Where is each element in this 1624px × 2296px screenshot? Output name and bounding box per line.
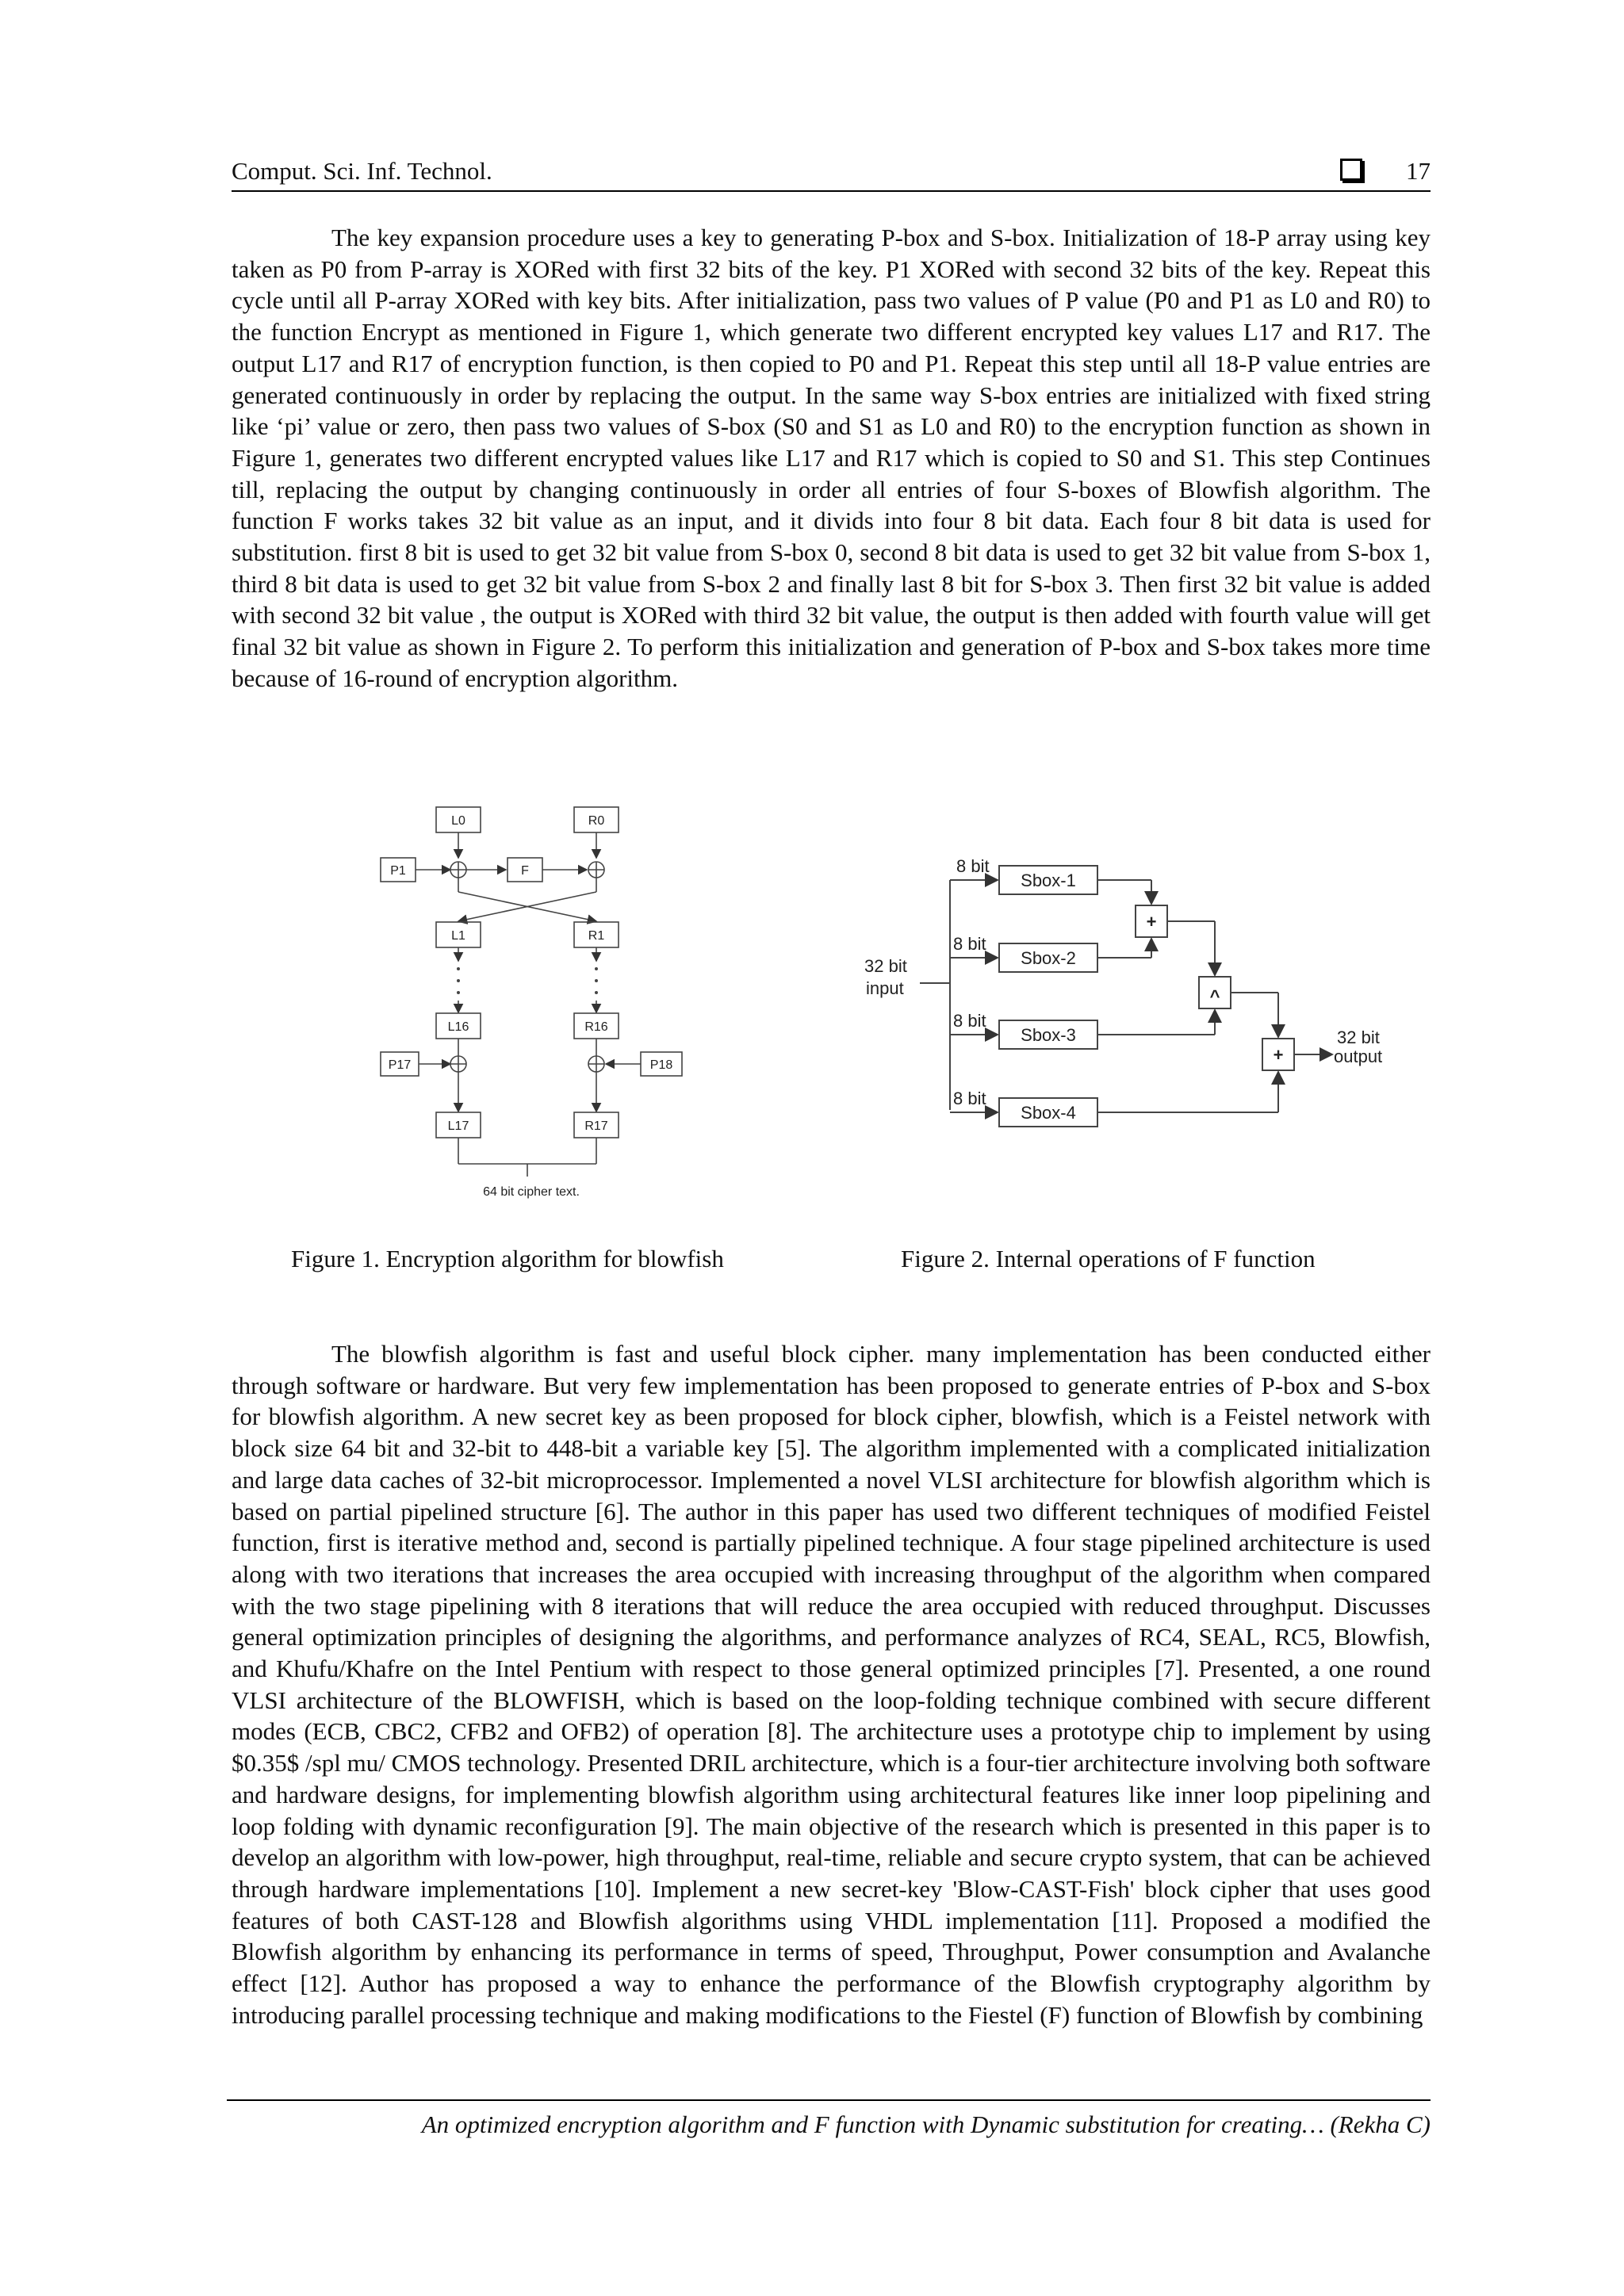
figure-1-diagram: [373, 793, 706, 1221]
figure-1: [373, 793, 706, 1221]
label-l16: L16: [447, 1020, 469, 1034]
label-l0: L0: [451, 814, 465, 828]
label-sbox-2: Sbox-2: [1021, 948, 1076, 968]
label-r0: R0: [588, 814, 605, 828]
figure-2-diagram: [848, 840, 1419, 1158]
label-l17: L17: [447, 1119, 469, 1133]
label-sbox-1: Sbox-1: [1021, 871, 1076, 890]
label-op-add-2: +: [1273, 1045, 1284, 1065]
label-output-2: output: [1334, 1047, 1383, 1066]
label-p1: P1: [390, 864, 406, 878]
label-l1: L1: [451, 929, 465, 943]
figure-2: [848, 840, 1419, 1158]
ellipsis-dots: [457, 967, 598, 994]
label-r16: R16: [584, 1020, 608, 1034]
body-paragraph-2: The blowfish algorithm is fast and useful block cipher. many implementation has been conducted either through software or hardware. But very few implementation has been proposed to generate entries of P-box and S-box for blowfish algorithm. A new secret key as been proposed for block cipher, blowfish, which is a Feistel network with block size 64 bit and 32-bit to 448-bit a variable key [5]. The algorithm implemented with a complicated initialization and large data caches of 32-bit microprocessor. Implemented a novel VLSI architecture for blowfish algorithm which is based on partial pipelined structure [6]. The author in this paper has used two different techniques of modified Feistel function, first is iterative method and, second is partially pipelined technique. A four stage pipelined architecture is used along with two iterations that increases the area occupied with increasing throughput of the algorithm when compared with the two stage pipelining with 8 iterations that will reduce the area occupied with reduced throughput. Discusses general optimization principles of designing the algorithms, and performance analyzes of RC4, SEAL, RC5, Blowfish, and Khufu/Khafre on the Intel Pentium with respect to those general optimized principles [7]. Presented, a one round VLSI architecture of the BLOWFISH, which is based on the loop-folding technique combined with secure different modes (ECB, CBC2, CFB2 and OFB2) of operation [8]. The architecture uses a prototype chip to implement by using $0.35$ /spl mu/ CMOS technology. Presented DRIL architecture, which is a four-tier architecture involving both software and hardware designs, for implementing blowfish algorithm using architectural features like inner loop pipelining and loop folding with dynamic reconfiguration [9]. The main objective of the research which is presented in this paper is to develop an algorithm with low-power, high throughput, real-time, reliable and secure crypto system, that can be achieved through hardware implementations [10]. Implement a new secret-key 'Blow-CAST-Fish' block cipher that uses good features of both CAST-128 and Blowfish algorithms using VHDL implementation [11]. Proposed a modified the Blowfish algorithm by enhancing its performance in terms of speed, Throughput, Power consumption and Avalanche effect [12]. Author has proposed a way to enhance the performance of the Blowfish cryptography algorithm by introducing parallel processing technique and making modifications to the Fiestel (F) function of Blowfish by combining: [232, 1340, 1431, 2029]
journal-name: Comput. Sci. Inf. Technol.: [232, 157, 492, 185]
label-op-add-1: +: [1146, 912, 1157, 932]
label-cipher-text: 64 bit cipher text.: [483, 1185, 580, 1199]
label-bits-4: 8 bit: [953, 1089, 986, 1108]
label-p17: P17: [388, 1058, 412, 1072]
label-bits-1: 8 bit: [956, 856, 990, 876]
page-number: 17: [1406, 157, 1431, 185]
label-p18: P18: [649, 1058, 673, 1072]
label-input-2: input: [866, 978, 904, 998]
square-bullet-icon: [1340, 159, 1362, 181]
label-r1: R1: [588, 929, 605, 943]
label-sbox-3: Sbox-3: [1021, 1025, 1076, 1045]
label-op-xor: ^: [1209, 986, 1220, 1006]
label-f: F: [521, 864, 529, 878]
figure-1-caption: Figure 1. Encryption algorithm for blowfish: [291, 1245, 724, 1272]
page-footer: An optimized encryption algorithm and F function with Dynamic substitution for creating… (Rekha C): [227, 2099, 1431, 2139]
label-output-1: 32 bit: [1337, 1027, 1380, 1047]
label-sbox-4: Sbox-4: [1021, 1103, 1076, 1123]
label-bits-2: 8 bit: [953, 934, 986, 954]
label-input-1: 32 bit: [864, 956, 907, 976]
label-bits-3: 8 bit: [953, 1011, 986, 1031]
page-header: [232, 152, 1431, 192]
label-r17: R17: [584, 1119, 608, 1133]
figure-2-caption: Figure 2. Internal operations of F function: [901, 1245, 1316, 1272]
body-paragraph-1: The key expansion procedure uses a key to generating P-box and S-box. Initialization of 18-P array using key taken as P0 from P-array is XORed with first 32 bits of the key. P1 XORed with second 32 bits of the key. Repeat this cycle until all P-array XORed with key bits. After initialization, pass two values of P value (P0 and P1 as L0 and R0) to the function Encrypt as mentioned in Figure 1, which generate two different encrypted key values L17 and R17. The output L17 and R17 of encryption function, is then copied to P0 and P1. Repeat this step until all 18-P value entries are generated continuously in order by replacing the output. In the same way S-box entries are initialized with fixed string like ‘pi’ value or zero, then pass two values of S-box (S0 and S1 as L0 and R0) to the encryption function as shown in Figure 1, generates two different encrypted values like L17 and R17 which is copied to S0 and S1. This step Continues till, replacing the output by changing continuously in order all entries of four S-boxes of Blowfish algorithm. The function F works takes 32 bit value as an input, and it divids into four 8 bit data. Each four 8 bit data is used for substitution. first 8 bit is used to get 32 bit value from S-box 0, second 8 bit data is used to get 32 bit value from S-box 1, third 8 bit data is used to get 32 bit value from S-box 2 and finally last 8 bit for S-box 3. Then first 32 bit value is added with second 32 bit value , the output is XORed with third 32 bit value, the output is then added with fourth value will get final 32 bit value as shown in Figure 2. To perform this initialization and generation of P-box and S-box takes more time because of 16-round of encryption algorithm.: [232, 224, 1431, 692]
